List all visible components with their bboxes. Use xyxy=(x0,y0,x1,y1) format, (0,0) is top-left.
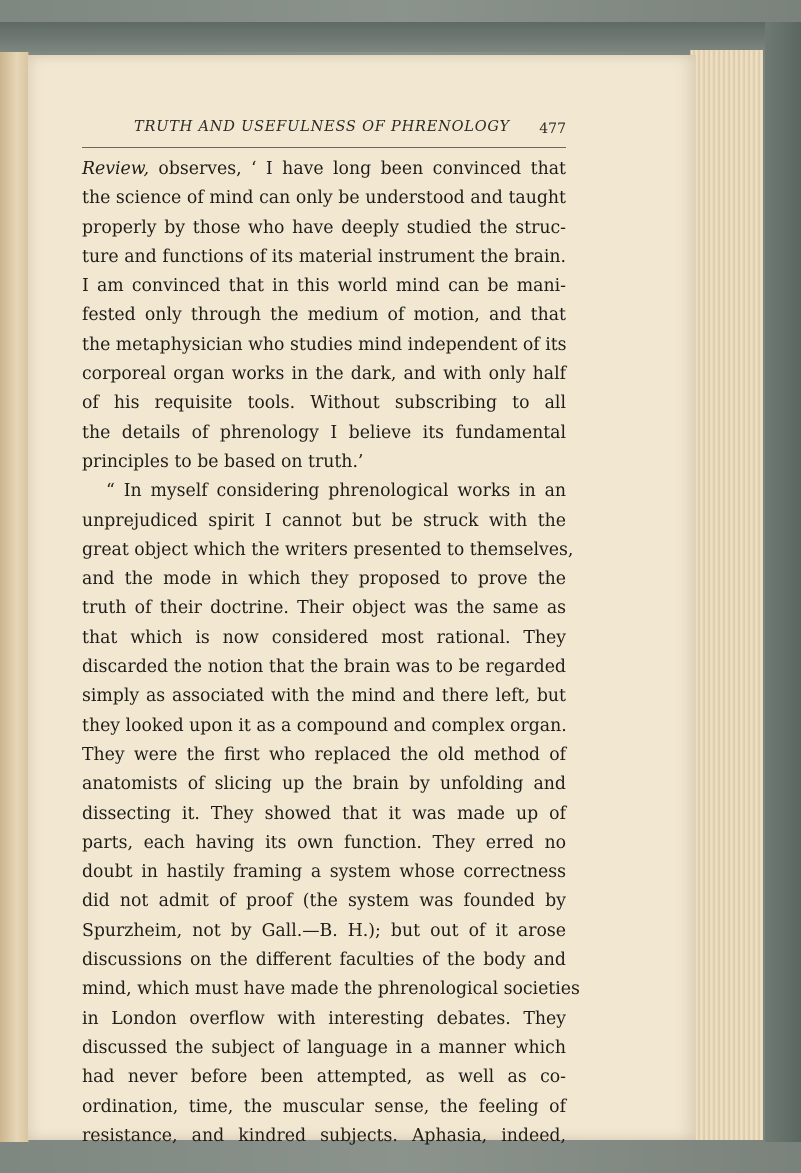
text-line: that which is now considered most rational. They xyxy=(82,627,566,648)
text-line: properly by those who have deeply studied the struc- xyxy=(82,217,566,238)
text-line: had never before been attempted, as well as co- xyxy=(82,1067,566,1088)
text-line: unprejudiced spirit I cannot but be struck with the xyxy=(82,510,566,531)
text-line: discarded the notion that the brain was to be regarded xyxy=(82,657,566,678)
text-line: fested only through the medium of motion, and that xyxy=(82,305,566,326)
text-line: ture and functions of its material instrument the brain. xyxy=(82,246,566,267)
text-line: principles to be based on truth.’ xyxy=(82,451,364,472)
text-line: great object which the writers presented to themselves, xyxy=(82,539,574,560)
text-line: I am convinced that in this world mind can be mani- xyxy=(82,276,566,297)
text-line: doubt in hastily framing a system whose correctness xyxy=(82,862,566,883)
book-cover-top xyxy=(0,22,790,52)
text-line: simply as associated with the mind and there left, but xyxy=(82,686,566,707)
text-line: and the mode in which they proposed to prove the xyxy=(82,569,566,590)
text-line: discussions on the different faculties of the body and xyxy=(82,950,566,971)
page-header xyxy=(82,117,566,148)
body-text xyxy=(82,155,580,1151)
text-line: Spurzheim, not by Gall.—B. H.); but out of it arose xyxy=(82,920,566,941)
text-line: did not admit of proof (the system was founded by xyxy=(82,891,566,912)
text-line: They were the first who replaced the old method of xyxy=(82,744,566,765)
text-line: resistance, and kindred subjects. Aphasia, indeed, xyxy=(82,1125,566,1146)
italic-word: Review, xyxy=(82,159,149,179)
text-line: parts, each having its own function. They erred no xyxy=(82,832,566,853)
text-line: mind, which must have made the phrenological societies xyxy=(82,979,580,1000)
text-line: of his requisite tools. Without subscribing to all xyxy=(82,393,566,414)
left-page-edge xyxy=(0,52,29,1142)
text-line: “ In myself considering phrenological works in an xyxy=(106,481,566,502)
text-line: in London overflow with interesting debates. They xyxy=(82,1008,566,1029)
text-line: corporeal organ works in the dark, and with only half xyxy=(82,364,566,385)
text-line: truth of their doctrine. Their object was the same as xyxy=(82,598,566,619)
text-line: Review, observes, ‘ I have long been convinced that xyxy=(82,159,566,179)
book-cover-right xyxy=(765,22,801,1142)
text-line: anatomists of slicing up the brain by unfolding and xyxy=(82,774,566,795)
text-line: discussed the subject of language in a manner which xyxy=(82,1037,566,1058)
page-stack-edge xyxy=(690,50,763,1140)
running-title: TRUTH AND USEFULNESS OF PHRENOLOGY xyxy=(134,119,510,135)
text-line: the metaphysician who studies mind independent of its xyxy=(82,334,567,355)
text-line: they looked upon it as a compound and complex organ. xyxy=(82,715,567,736)
text-line: dissecting it. They showed that it was made up of xyxy=(82,803,566,824)
text-line: ordination, time, the muscular sense, the feeling of xyxy=(82,1096,566,1117)
text-line: the details of phrenology I believe its fundamental xyxy=(82,422,566,443)
page-number: 477 xyxy=(539,121,566,137)
text-line: the science of mind can only be understood and taught xyxy=(82,188,566,209)
